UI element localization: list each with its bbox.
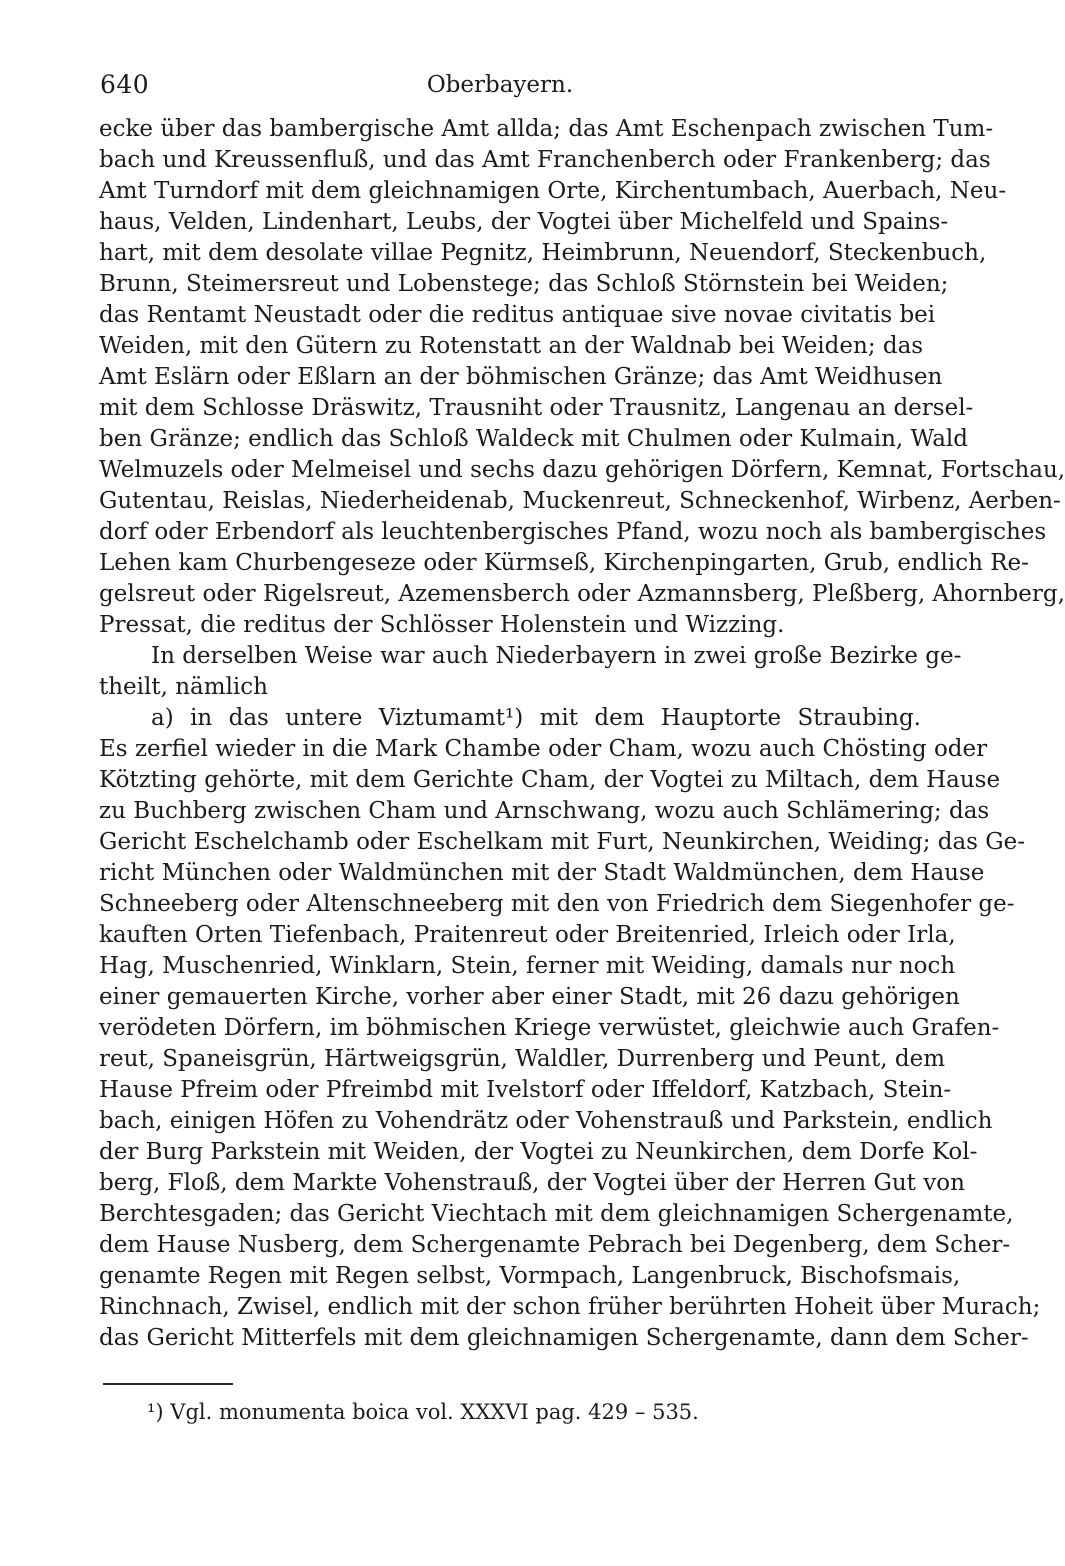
text-line: Lehen kam Churbengeseze oder Kürmseß, Kirchenpingarten, Grub, endlich Re- xyxy=(99,550,1029,576)
paragraph-end-line: Pressat, die reditus der Schlösser Holenstein und Wizzing. xyxy=(99,612,785,638)
text-line: Brunn, Steimersreut und Lobenstege; das Schloß Störnstein bei Weiden; xyxy=(99,271,949,297)
text-line: Gutentau, Reislas, Niederheidenab, Muckenreut, Schneckenhof, Wirbenz, Aerben- xyxy=(99,488,1061,514)
text-line: das Gericht Mitterfels mit dem gleichnamigen Schergenamte, dann dem Scher- xyxy=(99,1325,1029,1351)
text-line: das Rentamt Neustadt oder die reditus antiquae sive novae civitatis bei xyxy=(99,302,936,328)
body-text xyxy=(99,114,1065,1354)
text-line: bach, einigen Höfen zu Vohendrätz oder Vohenstrauß und Parkstein, endlich xyxy=(99,1108,993,1134)
paragraph-end-line: theilt, nämlich xyxy=(99,674,268,700)
text-line: hart, mit dem desolate villae Pegnitz, Heimbrunn, Neuendorf, Steckenbuch, xyxy=(99,240,987,266)
text-line: zu Buchberg zwischen Cham und Arnschwang, wozu auch Schlämering; das xyxy=(99,798,990,824)
text-line: richt München oder Waldmünchen mit der Stadt Waldmünchen, dem Hause xyxy=(99,860,985,886)
footnote-rule xyxy=(103,1383,233,1385)
text-line: Gericht Eschelchamb oder Eschelkam mit Furt, Neunkirchen, Weiding; das Ge- xyxy=(99,829,1026,855)
text-line: Weiden, mit den Gütern zu Rotenstatt an der Waldnab bei Weiden; das xyxy=(99,333,924,359)
text-line: genamte Regen mit Regen selbst, Vormpach, Langenbruck, Bischofsmais, xyxy=(99,1263,961,1289)
text-line: Berchtesgaden; das Gericht Viechtach mit dem gleichnamigen Schergenamte, xyxy=(99,1201,1014,1227)
footnote: ¹) Vgl. monumenta boica vol. XXXVI pag. 429 – 535. xyxy=(147,1400,699,1424)
text-line: Es zerfiel wieder in die Mark Chambe oder Cham, wozu auch Chösting oder xyxy=(99,736,988,762)
page-number: 640 xyxy=(100,70,150,99)
text-line: gelsreut oder Rigelsreut, Azemensberch oder Azmannsberg, Pleßberg, Ahornberg, xyxy=(99,581,1065,607)
text-line: Rinchnach, Zwisel, endlich mit der schon früher berührten Hoheit über Murach; xyxy=(99,1294,1041,1320)
text-line: bach und Kreussenfluß, und das Amt Franchenberch oder Frankenberg; das xyxy=(99,147,991,173)
text-line: Kötzting gehörte, mit dem Gerichte Cham, der Vogtei zu Miltach, dem Hause xyxy=(99,767,1001,793)
text-line: haus, Velden, Lindenhart, Leubs, der Vogtei über Michelfeld und Spains- xyxy=(99,209,949,235)
text-line: Hag, Muschenried, Winklarn, Stein, ferner mit Weiding, damals nur noch xyxy=(99,953,956,979)
text-line: mit dem Schlosse Dräswitz, Trausniht oder Trausnitz, Langenau an dersel- xyxy=(99,395,974,421)
text-line: Amt Eslärn oder Eßlarn an der böhmischen Gränze; das Amt Weidhusen xyxy=(99,364,943,390)
paragraph-start-line: In derselben Weise war auch Niederbayern in zwei große Bezirke ge- xyxy=(151,643,962,669)
text-line: berg, Floß, dem Markte Vohenstrauß, der Vogtei über der Herren Gut von xyxy=(99,1170,965,1196)
text-line: der Burg Parkstein mit Weiden, der Vogtei zu Neunkirchen, dem Dorfe Kol- xyxy=(99,1139,978,1165)
text-line: kauften Orten Tiefenbach, Praitenreut oder Breitenried, Irleich oder Irla, xyxy=(99,922,956,948)
text-line: einer gemauerten Kirche, vorher aber einer Stadt, mit 26 dazu gehörigen xyxy=(99,984,960,1010)
text-line: reut, Spaneisgrün, Härtweigsgrün, Waldler, Durrenberg und Peunt, dem xyxy=(99,1046,946,1072)
text-line: ecke über das bambergische Amt allda; das Amt Eschenpach zwischen Tum- xyxy=(99,116,994,142)
text-line: Schneeberg oder Altenschneeberg mit den von Friedrich dem Siegenhofer ge- xyxy=(99,891,1015,917)
text-line: Hause Pfreim oder Pfreimbd mit Ivelstorf oder Iffeldorf, Katzbach, Stein- xyxy=(99,1077,952,1103)
text-line: dem Hause Nusberg, dem Schergenamte Pebrach bei Degenberg, dem Scher- xyxy=(99,1232,1011,1258)
text-line: dorf oder Erbendorf als leuchtenbergisches Pfand, wozu noch als bambergisches xyxy=(99,519,1047,545)
text-line: Amt Turndorf mit dem gleichnamigen Orte, Kirchentumbach, Auerbach, Neu- xyxy=(99,178,1007,204)
text-line: verödeten Dörfern, im böhmischen Kriege verwüstet, gleichwie auch Grafen- xyxy=(99,1015,1000,1041)
text-line: ben Gränze; endlich das Schloß Waldeck mit Chulmen oder Kulmain, Wald xyxy=(99,426,968,452)
section-heading-line: a) in das untere Viztumamt¹) mit dem Hauptorte Straubing. xyxy=(151,705,921,731)
running-head: Oberbayern. xyxy=(426,72,574,98)
text-line: Welmuzels oder Melmeisel und sechs dazu gehörigen Dörfern, Kemnat, Fortschau, xyxy=(99,457,1065,483)
